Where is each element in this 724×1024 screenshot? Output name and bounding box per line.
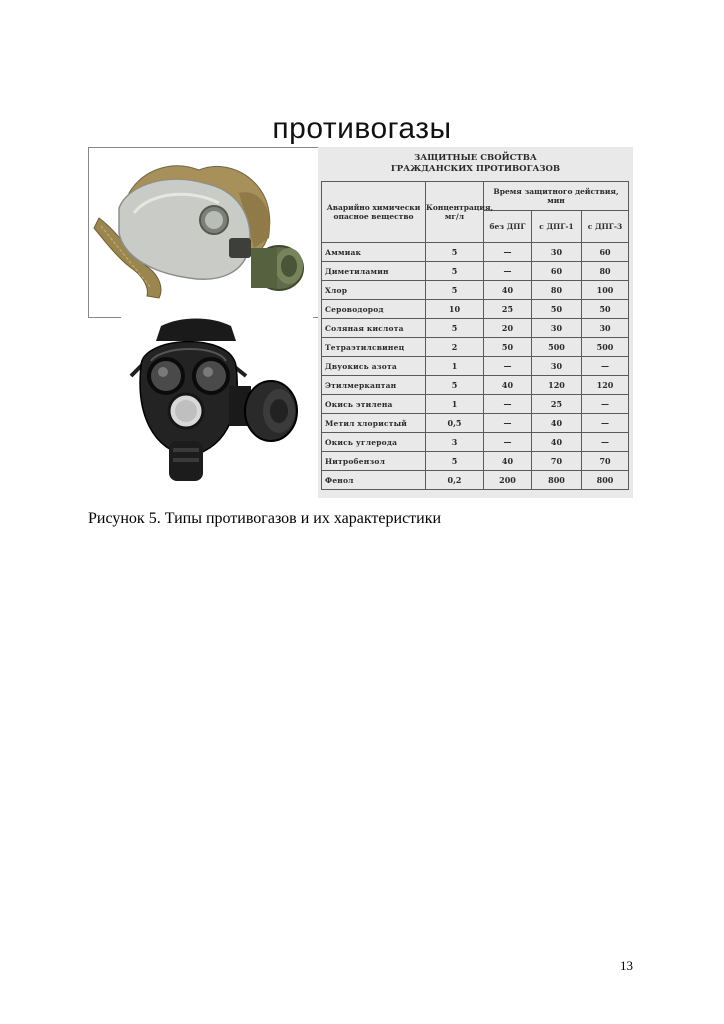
cell-dpg3: 60 [582, 243, 629, 262]
cell-substance: Хлор [322, 281, 426, 300]
cell-dpg1: 80 [532, 281, 582, 300]
cell-substance: Этилмеркаптан [322, 376, 426, 395]
cell-substance: Аммиак [322, 243, 426, 262]
cell-substance: Нитробензол [322, 452, 426, 471]
cell-dpg3: 70 [582, 452, 629, 471]
cell-concentration: 5 [426, 262, 484, 281]
table-row [322, 471, 629, 490]
cell-substance: Фенол [322, 471, 426, 490]
cell-no-dpg: — [484, 433, 532, 452]
cell-dpg1: 40 [532, 414, 582, 433]
cell-dpg3: 120 [582, 376, 629, 395]
cell-no-dpg: 25 [484, 300, 532, 319]
figure-caption: Рисунок 5. Типы противогазов и их характеристики [88, 510, 442, 527]
cell-dpg3: — [582, 414, 629, 433]
cell-dpg1: 800 [532, 471, 582, 490]
cell-dpg3: 100 [582, 281, 629, 300]
header-dpg1: с ДПГ-1 [532, 211, 582, 243]
cell-substance: Окись этилена [322, 395, 426, 414]
cell-no-dpg: — [484, 357, 532, 376]
cell-substance: Двуокись азота [322, 357, 426, 376]
cell-dpg3: 800 [582, 471, 629, 490]
cell-substance: Окись углерода [322, 433, 426, 452]
cell-dpg1: 25 [532, 395, 582, 414]
table-row [322, 376, 629, 395]
protective-properties-table [321, 181, 629, 490]
cell-dpg3: 50 [582, 300, 629, 319]
cell-concentration: 5 [426, 243, 484, 262]
cell-dpg1: 30 [532, 357, 582, 376]
cell-no-dpg: — [484, 243, 532, 262]
cell-dpg1: 120 [532, 376, 582, 395]
cell-concentration: 1 [426, 357, 484, 376]
table-row [322, 319, 629, 338]
cell-no-dpg: — [484, 262, 532, 281]
cell-dpg3: — [582, 395, 629, 414]
cell-concentration: 3 [426, 433, 484, 452]
cell-concentration: 5 [426, 452, 484, 471]
cell-substance: Метил хлористый [322, 414, 426, 433]
table-row [322, 262, 629, 281]
table-title-line2: ГРАЖДАНСКИХ ПРОТИВОГАЗОВ [390, 164, 561, 174]
table-row [322, 452, 629, 471]
table-row [322, 414, 629, 433]
gas-mask-photo-gp7 [121, 316, 313, 498]
cell-no-dpg: 40 [484, 452, 532, 471]
table-row [322, 433, 629, 452]
cell-substance: Диметиламин [322, 262, 426, 281]
cell-substance: Сероводород [322, 300, 426, 319]
cell-dpg3: 500 [582, 338, 629, 357]
gas-mask-gp5-icon [89, 148, 318, 317]
cell-dpg3: 30 [582, 319, 629, 338]
gas-mask-gp7-icon [121, 316, 313, 498]
table-row [322, 243, 629, 262]
cell-substance: Тетраэтилсвинец [322, 338, 426, 357]
cell-no-dpg: 40 [484, 376, 532, 395]
table-row [322, 357, 629, 376]
cell-dpg1: 50 [532, 300, 582, 319]
cell-dpg1: 60 [532, 262, 582, 281]
cell-concentration: 1 [426, 395, 484, 414]
cell-concentration: 0,2 [426, 471, 484, 490]
cell-concentration: 0,5 [426, 414, 484, 433]
cell-dpg1: 70 [532, 452, 582, 471]
cell-concentration: 10 [426, 300, 484, 319]
cell-dpg3: — [582, 357, 629, 376]
table-row [322, 300, 629, 319]
header-dpg3: с ДПГ-3 [582, 211, 629, 243]
cell-no-dpg: 40 [484, 281, 532, 300]
cell-no-dpg: — [484, 414, 532, 433]
page-heading: противогазы [272, 112, 452, 145]
header-concentration: Концентрация, мг/л [426, 182, 484, 243]
table-title [318, 153, 633, 175]
cell-dpg1: 500 [532, 338, 582, 357]
cell-no-dpg: 50 [484, 338, 532, 357]
table-row [322, 281, 629, 300]
header-no-dpg: без ДПГ [484, 211, 532, 243]
table-title-line1: ЗАЩИТНЫЕ СВОЙСТВА [414, 153, 537, 163]
protective-properties-table-scan [318, 147, 633, 498]
cell-no-dpg: 20 [484, 319, 532, 338]
table-row [322, 338, 629, 357]
table-row [322, 395, 629, 414]
cell-dpg3: 80 [582, 262, 629, 281]
cell-dpg1: 30 [532, 319, 582, 338]
header-substance: Аварийно химически опасное вещество [322, 182, 426, 243]
cell-concentration: 2 [426, 338, 484, 357]
cell-concentration: 5 [426, 376, 484, 395]
cell-no-dpg: — [484, 395, 532, 414]
page-number: 13 [620, 958, 633, 973]
cell-concentration: 5 [426, 281, 484, 300]
cell-no-dpg: 200 [484, 471, 532, 490]
cell-substance: Соляная кислота [322, 319, 426, 338]
cell-dpg3: — [582, 433, 629, 452]
cell-concentration: 5 [426, 319, 484, 338]
header-protection-time: Время защитного действия, мин [484, 182, 629, 211]
cell-dpg1: 30 [532, 243, 582, 262]
cell-dpg1: 40 [532, 433, 582, 452]
gas-mask-photo-gp5 [88, 147, 319, 318]
